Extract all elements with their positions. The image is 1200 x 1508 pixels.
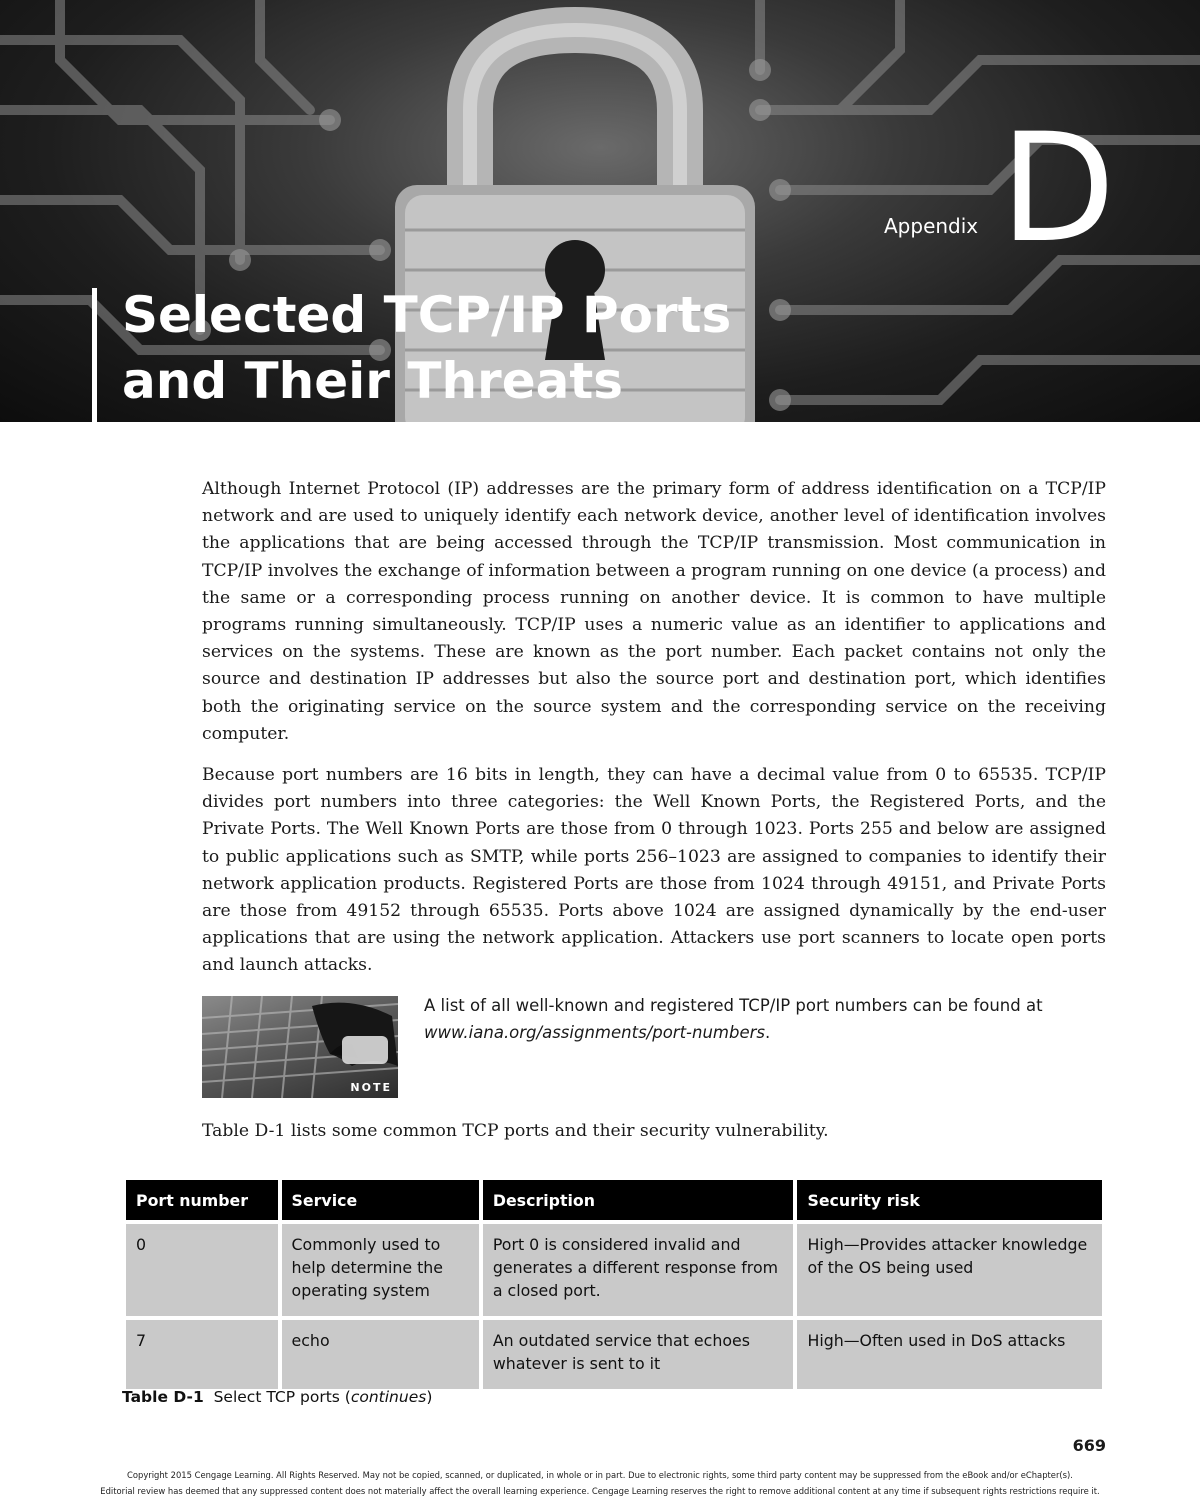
note-text-suffix: . [765, 1023, 771, 1042]
table-intro: Table D-1 lists some common TCP ports and their security vulnerability. [202, 1121, 829, 1141]
copyright-line-2: Editorial review has deemed that any suppressed content does not materially affect the overall learning experience. Cengage Learning reserves the right to remove additional content at any time if subsequent rights restrictions require it. [100, 1486, 1100, 1496]
body-paragraph-2: Because port numbers are 16 bits in length, they can have a decimal value from 0 to 65535. TCP/IP divides port numbers into three categories: the Well Known Ports, the Registered Ports, and the Private Ports. The Well Known Ports are those from 0 through 1023. Ports 255 and below are assigned to public applications such as SMTP, while ports 256–1023 are assigned to companies to identify their network application products. Registered Ports are those from 1024 through 49151, and Private Ports are those from 49152 through 65535. Ports above 1024 are assigned dynamically by the end-user applications that are using the network application. Attackers use port scanners to locate open ports and launch attacks. [202, 765, 1106, 976]
cell-service: Commonly used to help determine the operating system [282, 1224, 479, 1316]
cell-service: echo [282, 1320, 479, 1389]
cell-port: 0 [126, 1224, 278, 1316]
caption-label: Table D-1 [122, 1388, 204, 1406]
table-row [126, 1224, 1102, 1316]
table-row [126, 1320, 1102, 1389]
cell-description: Port 0 is considered invalid and generates a different response from a closed port. [483, 1224, 794, 1316]
page-number: 669 [1072, 1436, 1106, 1455]
appendix-label: Appendix [884, 214, 979, 238]
body-paragraph-1: Although Internet Protocol (IP) addresses are the primary form of address identification on a TCP/IP network and are used to uniquely identify each network device, another level of identification involves the applications that are being accessed through the TCP/IP transmission. Most communication in TCP/IP involves the exchange of information between a program running on one device (a process) and the same or a corresponding process running on another device. It is common to have multiple programs running simultaneously. TCP/IP uses a numeric value as an identifier to applications and services on the systems. These are known as the port number. Each packet contains not only the source and destination IP addresses but also the source port and destination port, which identifies both the originating service on the source system and the corresponding service on the receiving computer. [202, 479, 1106, 744]
table-caption: Table D-1 Select TCP ports (continues) [122, 1388, 433, 1406]
note-tag: NOTE [350, 1081, 392, 1094]
cell-risk: High—Provides attacker knowledge of the OS being used [797, 1224, 1102, 1316]
chapter-title-line1: Selected TCP/IP Ports [122, 286, 732, 344]
chapter-title-line2: and Their Threats [122, 352, 624, 410]
title-accent-bar [92, 288, 97, 422]
appendix-letter: D [1000, 102, 1112, 276]
table-header-row [126, 1180, 1102, 1220]
header-security-risk: Security risk [797, 1180, 1102, 1220]
header-service: Service [282, 1180, 479, 1220]
note-text [424, 992, 1064, 1046]
tcp-ports-table [122, 1176, 1106, 1393]
header-description: Description [483, 1180, 794, 1220]
caption-text: Select TCP ports [213, 1388, 340, 1406]
cell-description: An outdated service that echoes whatever is sent to it [483, 1320, 794, 1389]
cell-risk: High—Often used in DoS attacks [797, 1320, 1102, 1389]
header-banner [0, 0, 1200, 422]
note-link[interactable]: www.iana.org/assignments/port-numbers [424, 1023, 765, 1042]
caption-note: continues [350, 1388, 427, 1406]
header-port-number: Port number [126, 1180, 278, 1220]
chapter-title [122, 282, 731, 414]
note-image [202, 996, 398, 1098]
note-text-prefix: A list of all well-known and registered TCP/IP port numbers can be found at [424, 996, 1043, 1015]
cell-port: 7 [126, 1320, 278, 1389]
copyright-line-1: Copyright 2015 Cengage Learning. All Rights Reserved. May not be copied, scanned, or duplicated, in whole or in part. Due to electronic rights, some third party content may be suppressed from the eBook and/or eChapter(s). [127, 1470, 1073, 1480]
